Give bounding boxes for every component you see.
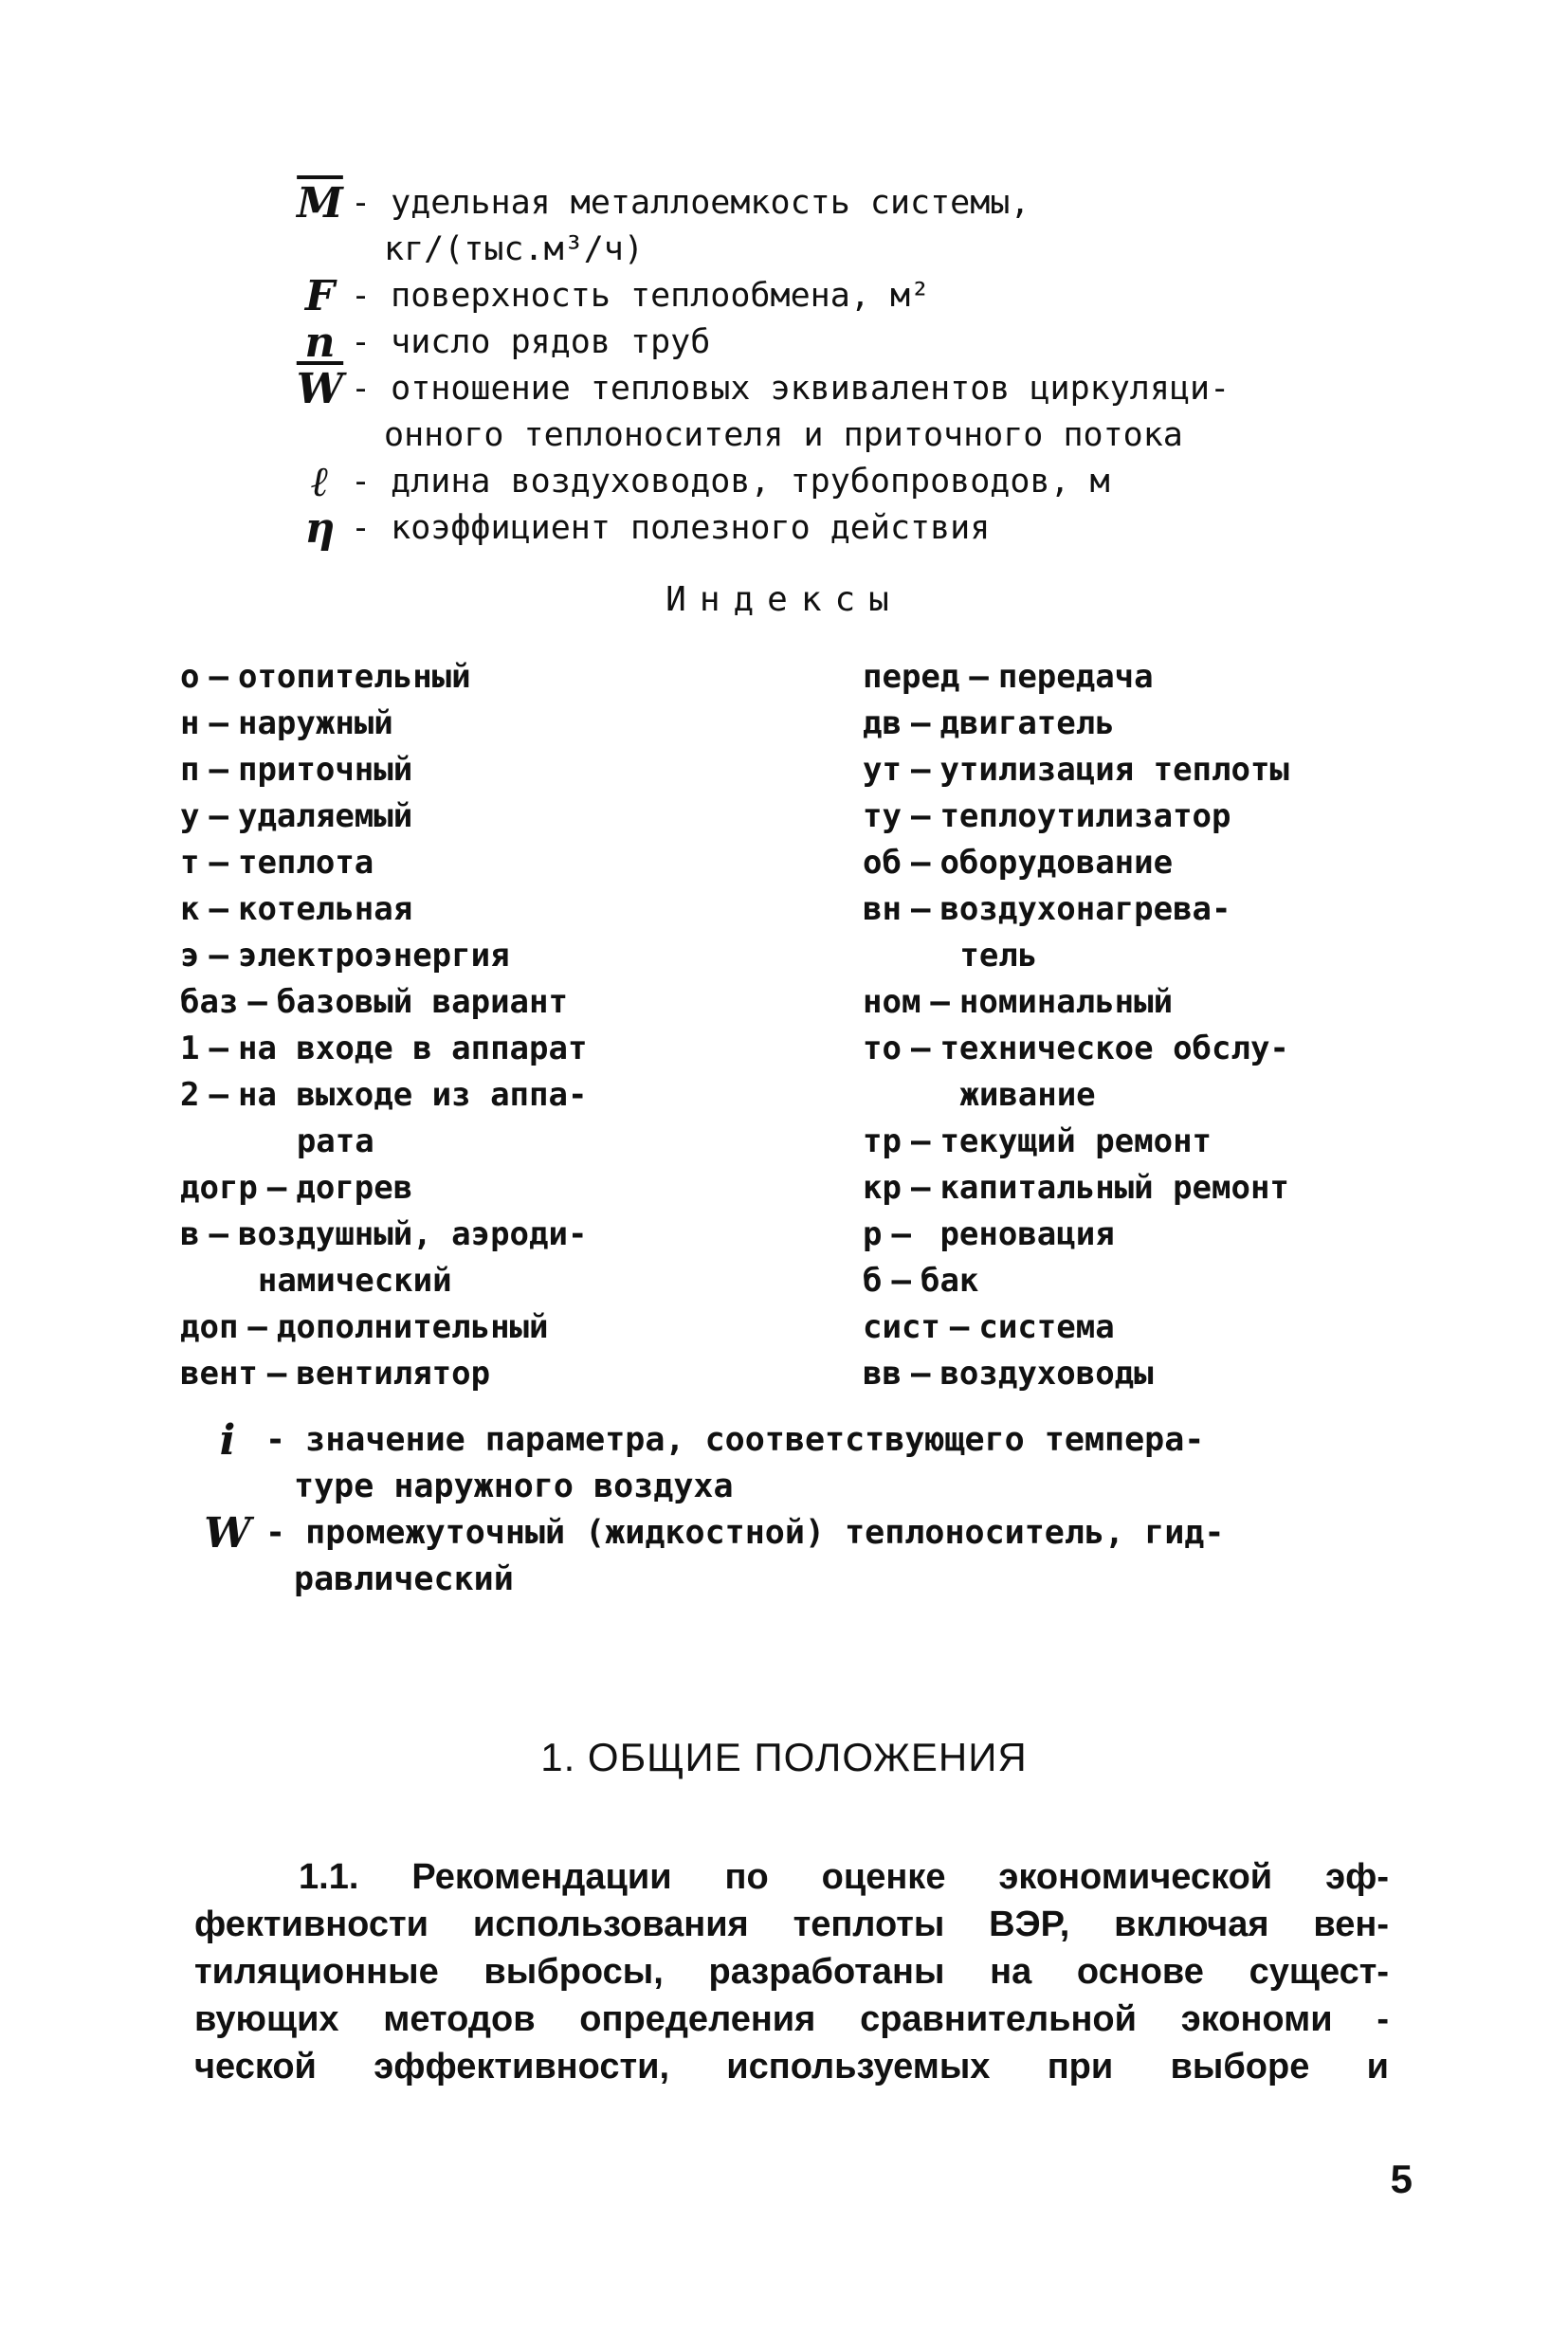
subscript-definitions xyxy=(199,1417,1431,1603)
section-title: 1. ОБЩИЕ ПОЛОЖЕНИЯ xyxy=(540,1735,1028,1779)
index-key: б xyxy=(863,1262,883,1300)
indices-left-column xyxy=(180,654,844,1397)
index-key: 1 xyxy=(180,1030,200,1067)
symbol-row xyxy=(275,273,1413,319)
index-value: вентилятор xyxy=(296,1355,491,1393)
symbol-description: онного теплоносителя и приточного потока xyxy=(384,416,1183,454)
index-row xyxy=(180,1165,844,1212)
symbol-row xyxy=(275,505,1413,552)
index-row xyxy=(863,886,1545,933)
index-dash: – xyxy=(209,797,228,835)
index-value: номинальный xyxy=(958,983,1174,1021)
index-row xyxy=(863,1119,1545,1165)
index-row xyxy=(863,1072,1545,1119)
symbol-w: W xyxy=(204,1509,251,1558)
index-row xyxy=(180,1072,844,1119)
symbol-description: - коэффициент полезного действия xyxy=(351,509,991,547)
subscript-row-continuation xyxy=(199,1557,1431,1603)
index-dash: – xyxy=(910,1030,931,1067)
index-value: догрев xyxy=(296,1169,413,1207)
indices-heading: Индексы xyxy=(665,580,903,619)
index-dash: – xyxy=(949,1308,970,1346)
index-key: т xyxy=(180,844,200,882)
index-row xyxy=(863,840,1545,886)
index-key: н xyxy=(180,704,200,742)
index-row xyxy=(180,1026,844,1072)
index-dash: – xyxy=(266,1169,287,1207)
index-row xyxy=(180,886,844,933)
symbol-row-continuation xyxy=(275,227,1413,273)
index-dash: – xyxy=(247,1308,267,1346)
paragraph-line: фективности использования теплоты ВЭР, включая вен- xyxy=(194,1904,1389,1944)
index-dash: – xyxy=(209,704,228,742)
index-key: вент xyxy=(180,1355,258,1393)
subscript-description: - значение параметра, соответствующего темпера- xyxy=(265,1421,1205,1459)
index-row xyxy=(863,933,1545,979)
symbol-description: - число рядов труб xyxy=(351,323,711,361)
index-value: намический xyxy=(180,1262,452,1300)
index-row xyxy=(863,701,1545,747)
index-key: дв xyxy=(863,704,902,742)
subscript-description: - промежуточный (жидкостной) теплоноситель, гид- xyxy=(265,1514,1225,1552)
index-value: реновация xyxy=(920,1215,1115,1253)
index-key: об xyxy=(863,844,902,882)
index-key: сист xyxy=(863,1308,940,1346)
index-row xyxy=(180,840,844,886)
index-key: в xyxy=(180,1215,200,1253)
index-key: догр xyxy=(180,1169,258,1207)
paragraph-line: вующих методов определения сравнительной экономи - xyxy=(194,1999,1389,2039)
subscript-description: равлический xyxy=(294,1560,514,1598)
symbol-m: $\overline{M}$ xyxy=(297,179,343,228)
index-dash: – xyxy=(910,1169,931,1207)
index-key: кр xyxy=(863,1169,902,1207)
index-row xyxy=(180,654,844,701)
index-value: котельная xyxy=(237,890,413,928)
subscript-row xyxy=(199,1417,1431,1464)
index-key: вв xyxy=(863,1355,902,1393)
symbol-row xyxy=(275,459,1413,505)
index-value: рата xyxy=(180,1122,374,1160)
index-value: теплоутилизатор xyxy=(939,797,1231,835)
index-row xyxy=(863,1165,1545,1212)
index-row xyxy=(180,1304,844,1351)
index-dash: – xyxy=(910,890,931,928)
index-key: к xyxy=(180,890,200,928)
index-dash: – xyxy=(247,983,267,1021)
index-value: техническое обслу- xyxy=(939,1030,1289,1067)
index-value: на входе в аппарат xyxy=(237,1030,588,1067)
subscript-description: туре наружного воздуха xyxy=(294,1467,734,1505)
index-row xyxy=(863,979,1545,1026)
index-row xyxy=(863,1304,1545,1351)
paragraph-line: 1.1. Рекомендации по оценке экономической эф- xyxy=(299,1857,1389,1897)
index-key: ут xyxy=(863,751,902,789)
index-dash: – xyxy=(910,844,931,882)
index-dash: – xyxy=(910,704,931,742)
index-row xyxy=(863,793,1545,840)
symbol-row xyxy=(275,180,1413,227)
page-number: 5 xyxy=(1390,2157,1413,2201)
index-key: то xyxy=(863,1030,902,1067)
index-value: оборудование xyxy=(939,844,1174,882)
index-value: теплота xyxy=(237,844,374,882)
index-row xyxy=(180,933,844,979)
index-dash: – xyxy=(209,751,228,789)
index-value: система xyxy=(978,1308,1115,1346)
index-dash: – xyxy=(209,1076,228,1114)
index-dash: – xyxy=(209,844,228,882)
index-key: э xyxy=(180,937,200,975)
index-key: п xyxy=(180,751,200,789)
index-row xyxy=(180,701,844,747)
index-key: у xyxy=(180,797,200,835)
symbol-eta: η xyxy=(304,504,336,553)
index-row xyxy=(180,979,844,1026)
symbol-w: $\overline{W}$ xyxy=(296,365,344,413)
symbol-description: - поверхность теплообмена, м² xyxy=(351,277,931,315)
index-dash: – xyxy=(209,890,228,928)
index-dash: – xyxy=(969,658,989,696)
subscript-row-continuation xyxy=(199,1464,1431,1510)
index-row xyxy=(180,1119,844,1165)
index-value: текущий ремонт xyxy=(939,1122,1212,1160)
body-paragraph xyxy=(194,1853,1389,2090)
index-row xyxy=(863,1351,1545,1397)
index-dash: – xyxy=(209,937,228,975)
symbol-description: - длина воздуховодов, трубопроводов, м xyxy=(351,463,1110,501)
index-key: вн xyxy=(863,890,902,928)
symbol-l: ℓ xyxy=(311,458,329,506)
symbol-definitions xyxy=(275,180,1413,552)
symbol-description: - удельная металлоемкость системы, xyxy=(351,184,1030,222)
index-row xyxy=(180,747,844,793)
index-key: о xyxy=(180,658,200,696)
index-key: ту xyxy=(863,797,902,835)
index-row xyxy=(863,1212,1545,1258)
index-dash: – xyxy=(910,1122,931,1160)
index-key: ном xyxy=(863,983,921,1021)
paragraph-line: тиляционные выбросы, разработаны на основе сущест- xyxy=(194,1952,1389,1992)
symbol-description: - отношение тепловых эквивалентов циркуляци- xyxy=(351,370,1231,408)
index-dash: – xyxy=(209,1215,228,1253)
symbol-row xyxy=(275,319,1413,366)
index-key: р xyxy=(863,1215,883,1253)
indices-right-column xyxy=(863,654,1545,1397)
symbol-row xyxy=(275,366,1413,412)
index-dash: – xyxy=(891,1262,911,1300)
index-dash: – xyxy=(910,1355,931,1393)
index-row xyxy=(180,1351,844,1397)
index-value: бак xyxy=(920,1262,979,1300)
symbol-f: F xyxy=(304,272,336,320)
index-row xyxy=(863,654,1545,701)
index-dash: – xyxy=(891,1215,911,1253)
index-value: тель xyxy=(863,937,1038,975)
index-key: тр xyxy=(863,1122,902,1160)
symbol-row-continuation xyxy=(275,412,1413,459)
index-value: передача xyxy=(997,658,1154,696)
symbol-n: n xyxy=(304,319,336,367)
index-value: двигатель xyxy=(939,704,1115,742)
index-value: капитальный ремонт xyxy=(939,1169,1289,1207)
symbol-i: i xyxy=(219,1416,236,1465)
index-value: отопительный xyxy=(237,658,471,696)
symbol-description: кг/(тыс.м³/ч) xyxy=(384,230,644,268)
index-value: живание xyxy=(863,1076,1096,1114)
subscript-row xyxy=(199,1510,1431,1557)
index-row xyxy=(863,747,1545,793)
paragraph-line: ческой эффективности, используемых при выборе и xyxy=(194,2047,1389,2087)
index-row xyxy=(180,1212,844,1258)
index-key: баз xyxy=(180,983,239,1021)
index-dash: – xyxy=(266,1355,287,1393)
index-value: воздуховоды xyxy=(939,1355,1154,1393)
index-row xyxy=(863,1258,1545,1304)
index-value: воздухонагрева- xyxy=(939,890,1231,928)
index-key: доп xyxy=(180,1308,239,1346)
index-value: электроэнергия xyxy=(237,937,510,975)
index-dash: – xyxy=(209,658,228,696)
index-row xyxy=(863,1026,1545,1072)
index-value: на выходе из аппа- xyxy=(237,1076,588,1114)
index-dash: – xyxy=(209,1030,228,1067)
index-value: наружный xyxy=(237,704,393,742)
index-value: удаляемый xyxy=(237,797,413,835)
index-row xyxy=(180,1258,844,1304)
index-dash: – xyxy=(930,983,950,1021)
index-value: приточный xyxy=(237,751,413,789)
index-value: базовый вариант xyxy=(276,983,568,1021)
index-row xyxy=(180,793,844,840)
index-value: воздушный, аэроди- xyxy=(237,1215,588,1253)
index-dash: – xyxy=(910,797,931,835)
index-key: перед xyxy=(863,658,960,696)
index-value: дополнительный xyxy=(276,1308,549,1346)
index-key: 2 xyxy=(180,1076,200,1114)
index-value: утилизация теплоты xyxy=(939,751,1289,789)
index-dash: – xyxy=(910,751,931,789)
